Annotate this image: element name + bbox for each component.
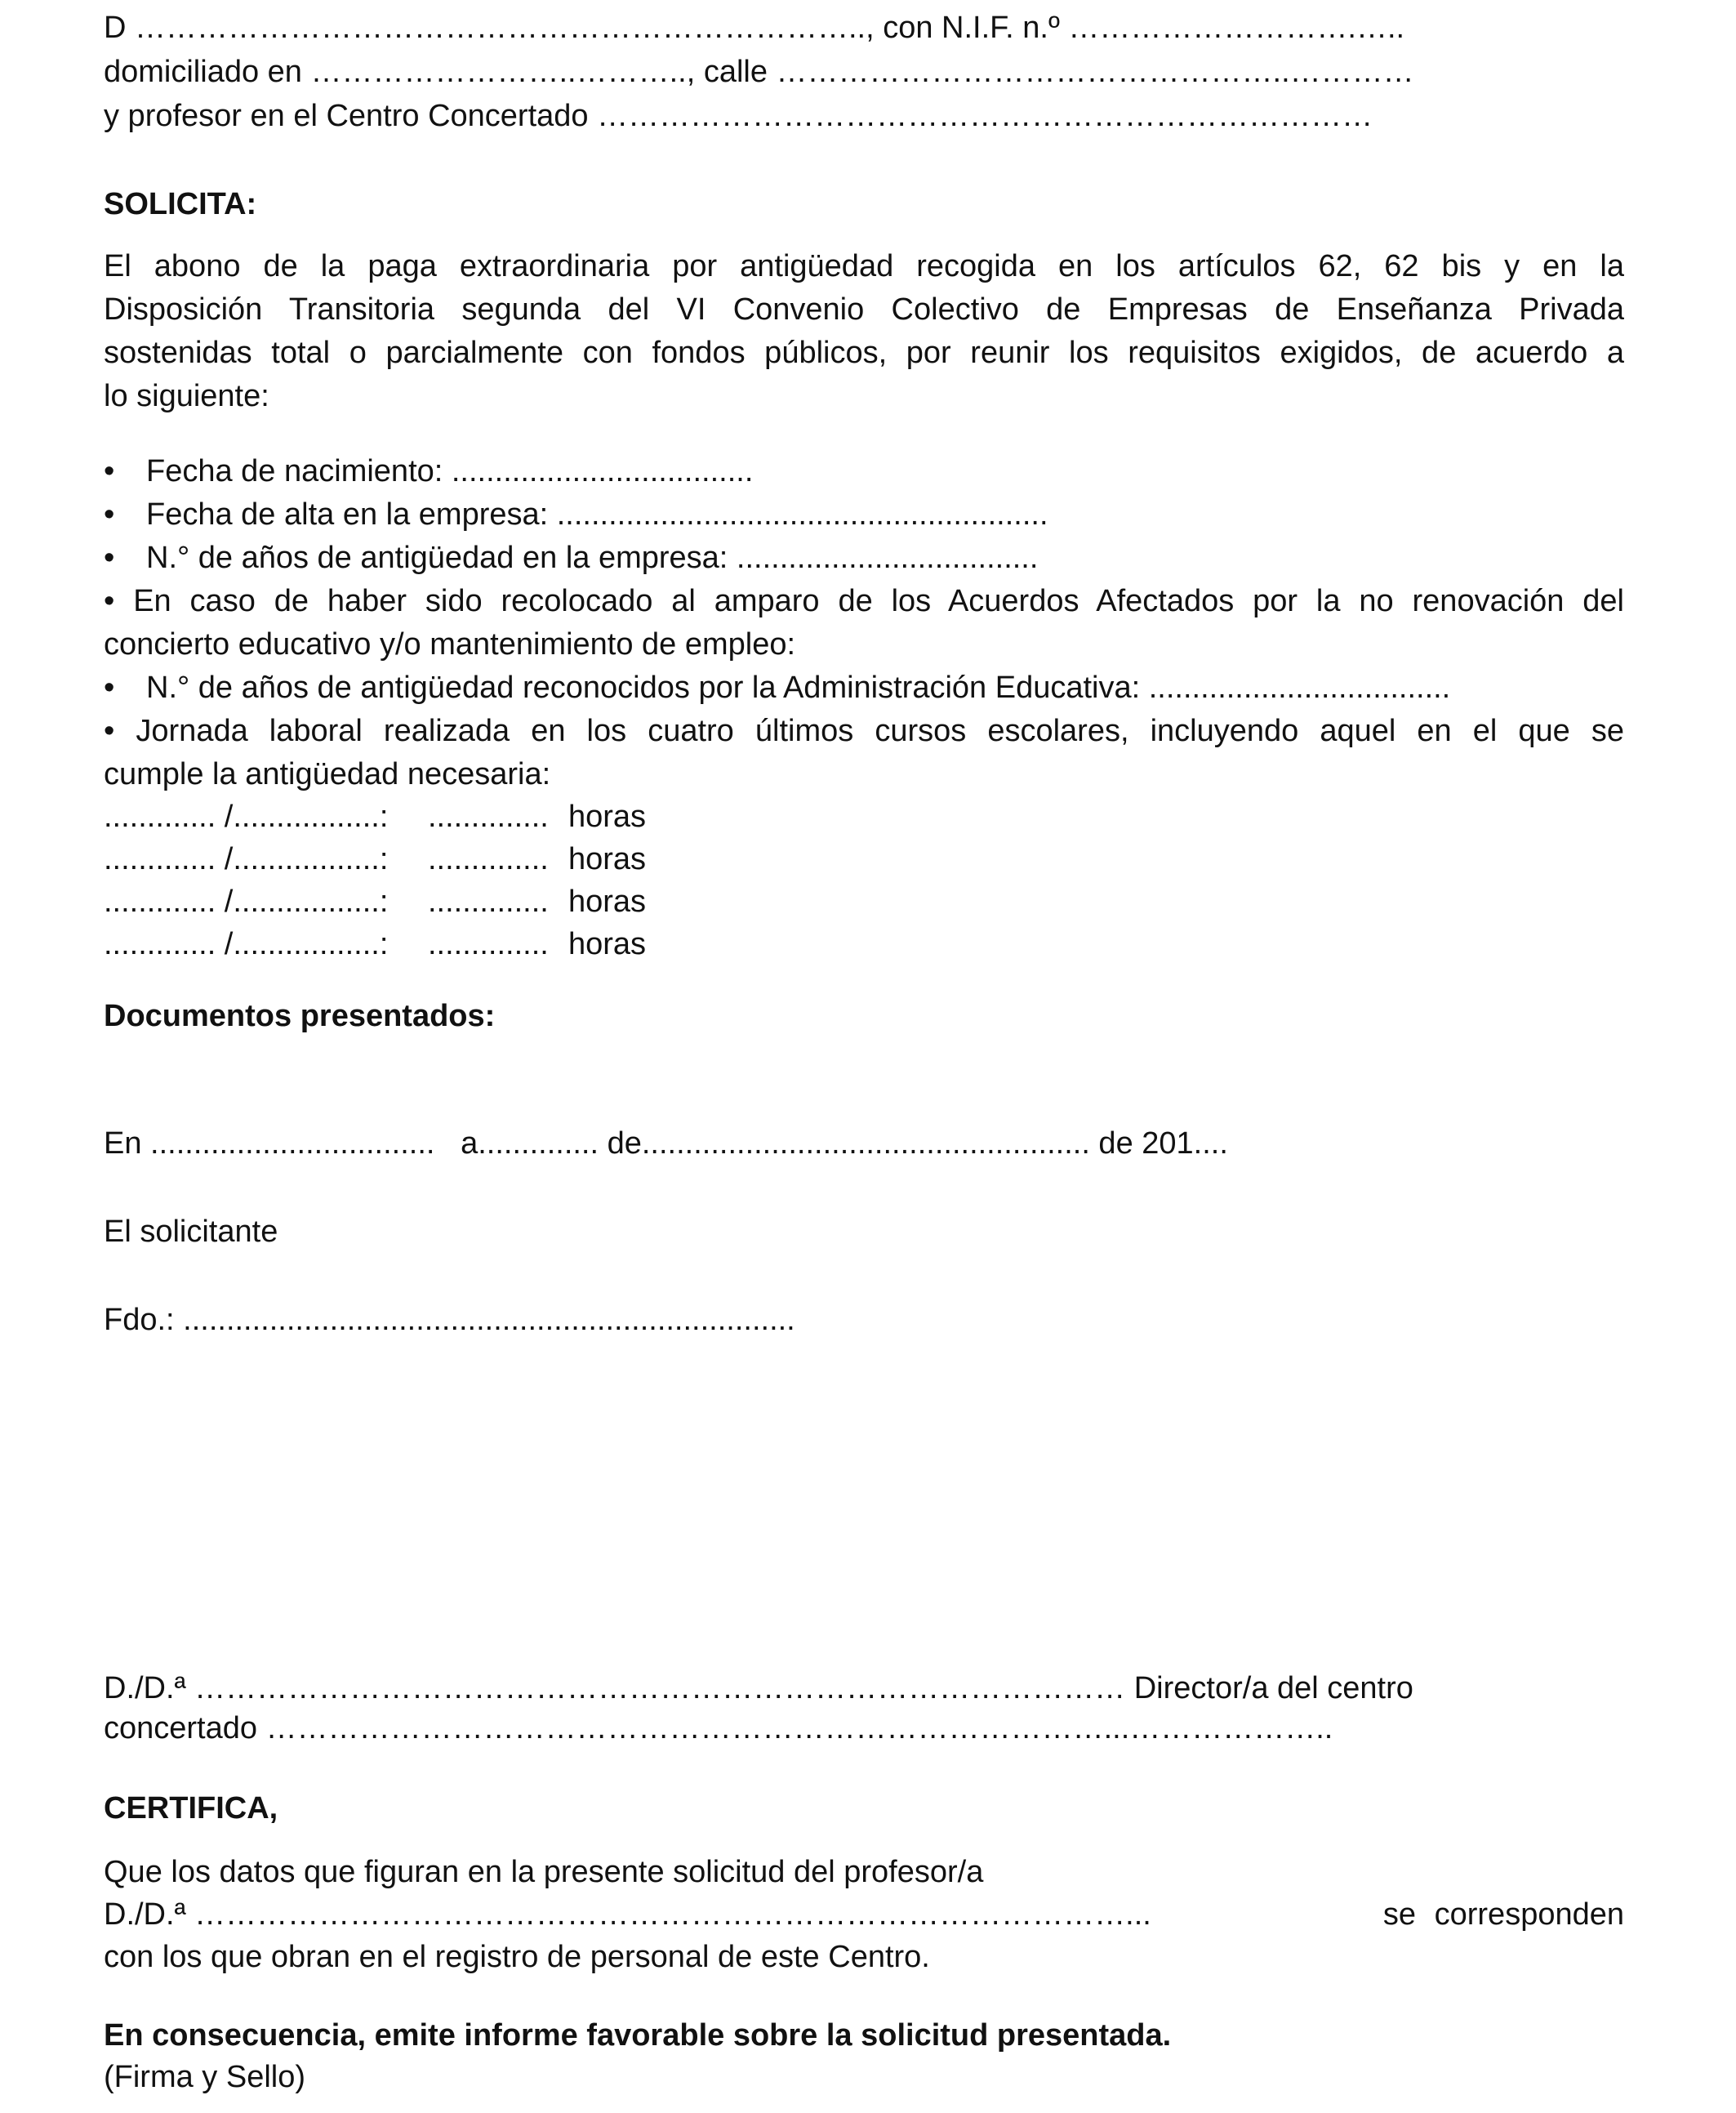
certifica-correspond: se corresponden	[1382, 1897, 1624, 1932]
bullet-icon: •	[104, 541, 115, 575]
course-field: ............. /.................:	[104, 800, 389, 834]
bullet-hire-date: • Fecha de alta en la empresa: .........................................................	[104, 493, 1624, 536]
hours-unit: horas	[568, 885, 647, 919]
concerted-center-line: concertado ………………………………………………………………………...………………..	[104, 1711, 1333, 1745]
bullet-relocated-line-2: concierto educativo y/o mantenimiento de empleo:	[104, 627, 796, 662]
bullet-relocated: • En caso de haber sido recolocado al amparo de los Acuerdos Afectados por la no renovación del	[104, 584, 1625, 618]
solicita-paragraph-line-4: lo siguiente:	[104, 379, 269, 413]
hours-field: ..............	[428, 885, 549, 919]
bullet-seniority-years: • N.° de años de antigüedad en la empresa: ...................................	[104, 537, 1624, 579]
applicant-name-line: D …………………………………………………………….., con N.I.F. n.º ……………………….…..	[104, 11, 1405, 45]
bullet-icon: •	[104, 454, 115, 488]
course-field: ............. /.................:	[104, 927, 389, 961]
favorable-report: En consecuencia, emite informe favorable sobre la solicitud presentada.	[104, 2018, 1172, 2053]
hours-unit: horas	[568, 927, 647, 961]
course-field: ............. /.................:	[104, 842, 389, 876]
director-line: D./D.ª ……………………………………………………………………………… Director/a del centro	[104, 1671, 1413, 1705]
applicant-signature-line: Fdo.: .......................................................................	[104, 1303, 795, 1337]
center-line: y profesor en el Centro Concertado …………………………………………………………………	[104, 99, 1373, 133]
bullet-recognized-seniority: • N.° de años de antigüedad reconocidos por la Administración Educativa: ...................................	[104, 666, 1624, 709]
certifica-line-2	[104, 1893, 1624, 1936]
bullet-icon: •	[104, 671, 115, 705]
hours-unit: horas	[568, 842, 647, 876]
place-date-line: En ................................. a.............. de.................................................... de 201....	[104, 1126, 1228, 1161]
solicita-paragraph-line-3: sostenidas total o parcialmente con fondos públicos, por reunir los requisitos exigidos, de acuerdo a	[104, 336, 1624, 370]
solicita-paragraph-line-1: El abono de la paga extraordinaria por antigüedad recogida en los artículos 62, 62 bis y en la	[104, 249, 1624, 283]
documents-heading: Documentos presentados:	[104, 999, 496, 1033]
certifica-line-1: Que los datos que figuran en la presente solicitud del profesor/a	[104, 1855, 984, 1889]
certifica-heading: CERTIFICA,	[104, 1791, 278, 1825]
hours-unit: horas	[568, 800, 647, 834]
bullet-working-hours: • Jornada laboral realizada en los cuatro últimos cursos escolares, incluyendo aquel en el que se	[104, 714, 1624, 748]
solicita-heading: SOLICITA:	[104, 187, 257, 221]
hours-row	[104, 880, 646, 923]
hours-field: ..............	[428, 927, 549, 961]
applicant-label: El solicitante	[104, 1215, 278, 1249]
hours-row	[104, 796, 646, 838]
bullet-icon: •	[104, 584, 115, 618]
certifica-teacher-name: D./D.ª ………………………………………………………………………………...	[104, 1897, 1151, 1932]
bullet-icon: •	[104, 497, 115, 532]
hours-row	[104, 923, 646, 965]
address-line: domiciliado en ……………………..……….., calle …………………………………………..…………	[104, 55, 1414, 89]
hours-field: ..............	[428, 842, 549, 876]
bullet-icon: •	[104, 714, 115, 748]
stamp-label: (Firma y Sello)	[104, 2060, 306, 2094]
solicita-paragraph-line-2: Disposición Transitoria segunda del VI Convenio Colectivo de Empresas de Enseñanza Privada	[104, 292, 1624, 327]
course-field: ............. /.................:	[104, 885, 389, 919]
hours-row	[104, 838, 646, 880]
hours-field: ..............	[428, 800, 549, 834]
bullet-working-hours-line-2: cumple la antigüedad necesaria:	[104, 757, 551, 791]
bullet-birth-date: • Fecha de nacimiento: ...................................	[104, 450, 1624, 493]
certifica-line-3: con los que obran en el registro de personal de este Centro.	[104, 1940, 930, 1974]
